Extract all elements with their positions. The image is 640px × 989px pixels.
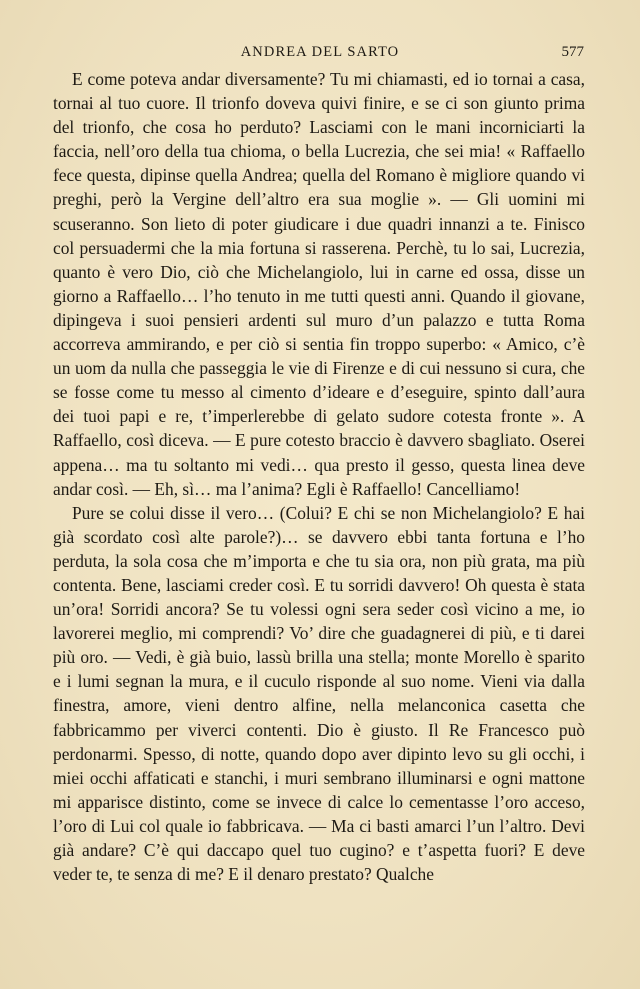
paragraph-1: E come poteva andar diversamente? Tu mi chiamasti, ed io tornai a casa, tornai al tuo cuore. Il trionfo doveva quivi finire, e se ci son giunto prima del trionfo, che cosa ho perduto? Lasciami con le mani incorniciarti la faccia, nell’oro della tua chioma, o bella Lucrezia, che sei mia! « Raffaello fece questa, dipinse quella Andrea; quella del Romano è migliore quando vi preghi, però la Vergine dell’altro era sua moglie ». — Gli uomini mi scuseranno. Son lieto di poter giudicare i due quadri innanzi a te. Finisco col persuadermi che la mia fortuna si rasserena. Perchè, tu lo sai, Lucrezia, quanto è vero Dio, ciò che Michelangiolo, lui in carne ed ossa, disse un giorno a Raffaello… l’ho tenuto in me tutti questi anni. Quando il giovane, dipingeva i suoi pensieri ardenti sul muro d’un palazzo e tutta Roma accorreva ammirando, e per ciò si sentia fin troppo superbo: « Amico, c’è un uom da nulla che passeggia le vie di Firenze e di cui nessuno si cura, che se fosse come tu messo al cimento d’ideare e d’eseguire, spinto dall’aura dei tuoi papi e re, t’imperlerebbe di gelato sudore cotesta fronte ». A Raffaello, così diceva. — E pure cotesto braccio è davvero sbagliato. Oserei appena… ma tu soltanto mi vedi… qua presto il gesso, questa linea deve andar così. — Eh, sì… ma l’anima? Egli è Raffaello! Cancelliamo! bbox=[53, 69, 585, 499]
page-header bbox=[0, 44, 640, 66]
body-text bbox=[53, 67, 585, 886]
paragraph-2: Pure se colui disse il vero… (Colui? E chi se non Michelangiolo? E hai già scordato così alte parole?)… se davvero ebbi tanta fortuna e l’ho perduta, la sola cosa che m’importa e che tu sia ora, non più grata, ma più contenta. Bene, lasciami creder così. E tu sorridi davvero! Oh questa è stata un’ora! Sorridi ancora? Se tu volessi ogni sera seder così vicino a me, io lavorerei meglio, mi comprendi? Vo’ dire che guadagnerei di più, e ti darei più oro. — Vedi, è già buio, lassù brilla una stella; monte Morello è sparito e i lumi segnan la mura, e il cuculo risponde al suo nome. Vieni via dalla finestra, amore, vieni dentro alfine, nella melanconica casetta che fabbricammo per viverci contenti. Dio è giusto. Il Re Francesco può perdonarmi. Spesso, di notte, quando dopo aver dipinto levo su gli occhi, i miei occhi affaticati e stanchi, i muri sembrano illuminarsi e ogni mattone mi apparisce distinto, come se invece di calce lo cementasse l’oro acceso, l’oro di Lui col quale io fabbricava. — Ma ci basti amarci l’un l’altro. Devi già andare? C’è qui daccapo quel tuo cugino? e t’aspetta fuori? E deve veder te, te senza di me? E il denaro prestato? Qualche bbox=[53, 502, 585, 885]
running-title: ANDREA DEL SARTO bbox=[240, 44, 400, 60]
page-number: 577 bbox=[561, 44, 584, 60]
